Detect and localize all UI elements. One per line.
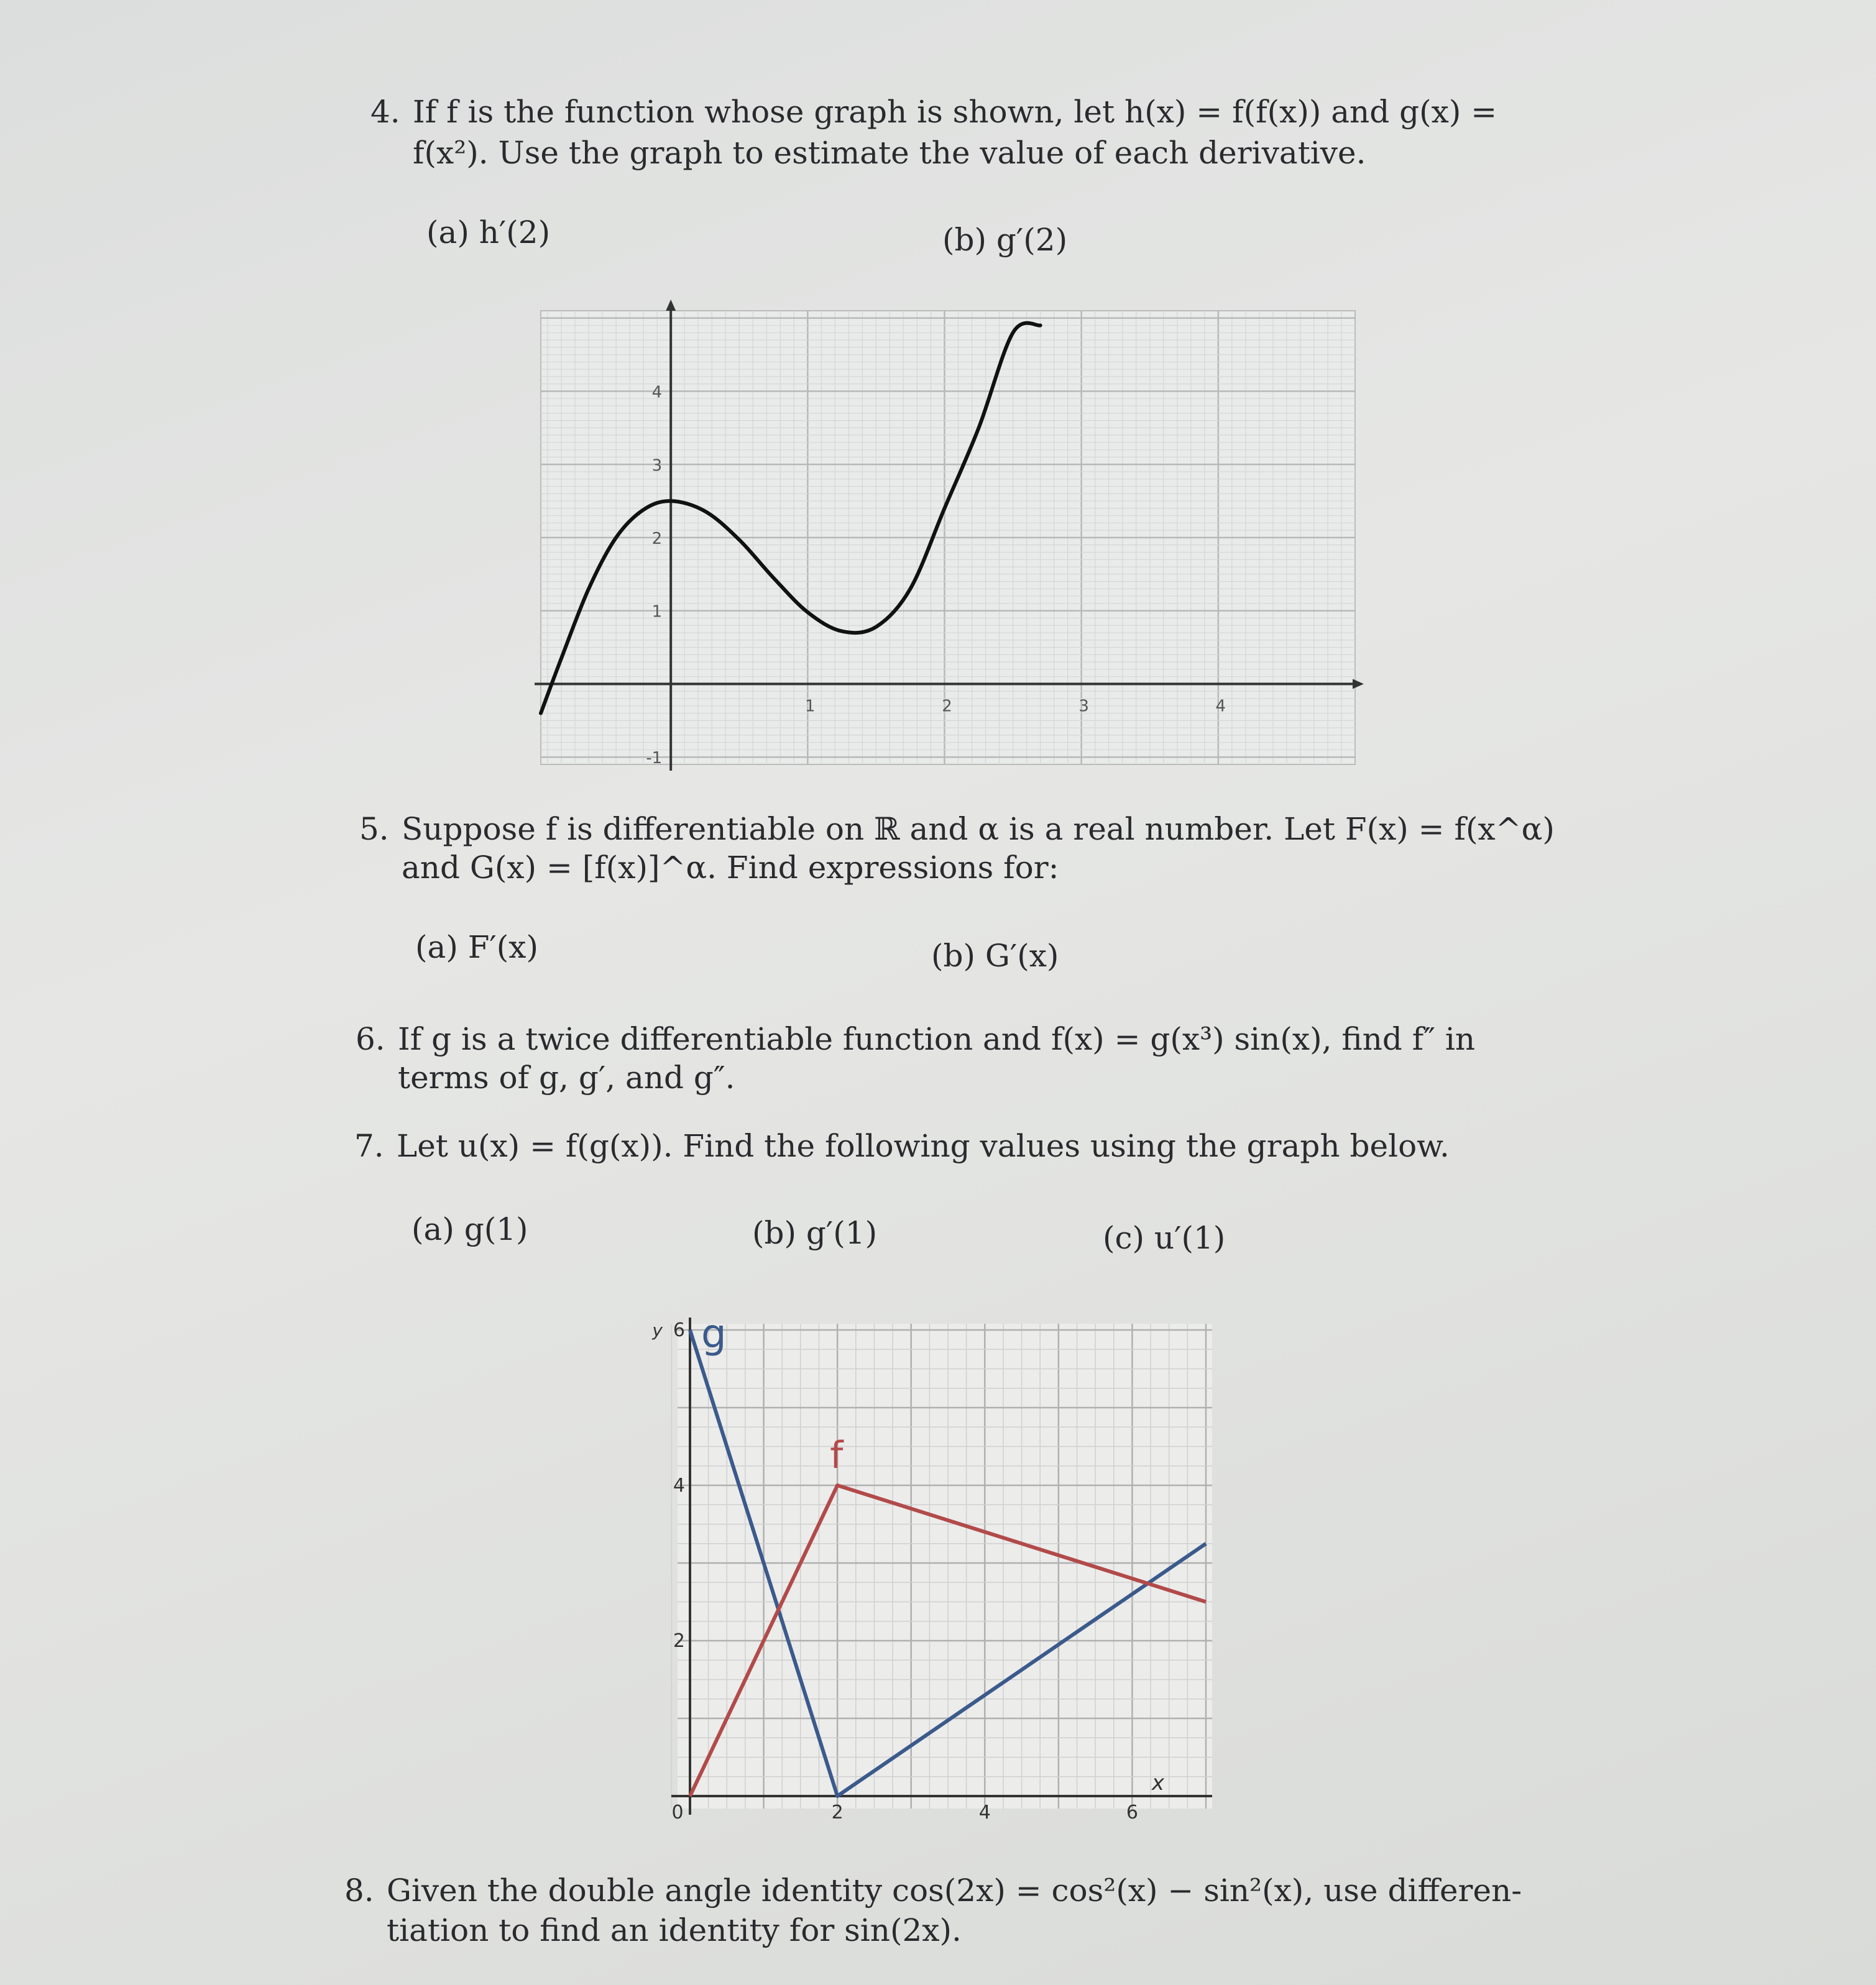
problem-number: 6. (356, 1021, 385, 1057)
x-tick-label: 6 (1126, 1802, 1138, 1823)
x-tick-label: 2 (942, 697, 952, 716)
x-tick-label: 2 (831, 1802, 844, 1823)
y-tick-label: 4 (673, 1475, 685, 1497)
x-axis-arrow (1353, 679, 1364, 689)
y-tick-label: 6 (673, 1319, 685, 1341)
x-tick-label: 1 (805, 697, 816, 716)
x-tick-label: 4 (1215, 697, 1226, 716)
problem-text-line-1: Let u(x) = f(g(x)). Find the following values using the graph below. (397, 1128, 1450, 1164)
problem-number: 5. (359, 811, 389, 847)
y-tick-label: 3 (651, 456, 663, 475)
x-tick-label: 4 (978, 1802, 991, 1823)
problem-number: 7. (354, 1128, 384, 1164)
part-b: (b) G′(x) (931, 938, 1059, 974)
problem-text-line-1: Given the double angle identity cos(2x) = cos²(x) − sin²(x), use differen- (387, 1873, 1522, 1909)
problem-text-line-2: terms of g, g′, and g″. (398, 1060, 735, 1096)
x-axis-label: x (1151, 1771, 1164, 1795)
y-tick-label: 2 (651, 529, 663, 548)
problem-text-line-2: tiation to find an identity for sin(2x). (387, 1912, 962, 1948)
part-a: (a) g(1) (412, 1211, 528, 1247)
x-tick-label: 3 (1078, 697, 1089, 716)
part-c: (c) u′(1) (1103, 1220, 1226, 1256)
problem-text-line-1: If g is a twice differentiable function and f(x) = g(x³) sin(x), find f″ in (398, 1021, 1476, 1057)
part-b: (b) g′(2) (942, 222, 1068, 258)
part-a: (a) F′(x) (415, 929, 538, 965)
part-b: (b) g′(1) (752, 1215, 878, 1251)
problem-text-line-2: and G(x) = [f(x)]^α. Find expressions for: (402, 850, 1059, 886)
y-axis-arrow (666, 300, 676, 311)
grid-lines (671, 1324, 1212, 1809)
problem-number: 8. (344, 1873, 374, 1909)
f-and-g-graph (646, 1286, 1225, 1840)
y-tick-label: -1 (646, 749, 663, 768)
problem-text-line-1: Suppose f is differentiable on ℝ and α is a real number. Let F(x) = f(x^α) (402, 811, 1555, 847)
problem-text-line-1: If f is the function whose graph is shown, let h(x) = f(f(x)) and g(x) = (413, 94, 1497, 130)
series-label-f: f (830, 1434, 844, 1477)
problem-number: 4. (370, 94, 400, 130)
y-tick-label: 4 (651, 383, 663, 402)
y-tick-label: 1 (651, 602, 663, 621)
function-f-graph (528, 298, 1368, 777)
series-label-g: g (701, 1311, 727, 1357)
y-axis-label: y (652, 1320, 663, 1341)
y-tick-label: 2 (673, 1630, 685, 1652)
part-a: (a) h′(2) (426, 214, 551, 250)
x-tick-label: 0 (671, 1802, 684, 1823)
problem-text-line-2: f(x²). Use the graph to estimate the value of each derivative. (413, 135, 1366, 171)
